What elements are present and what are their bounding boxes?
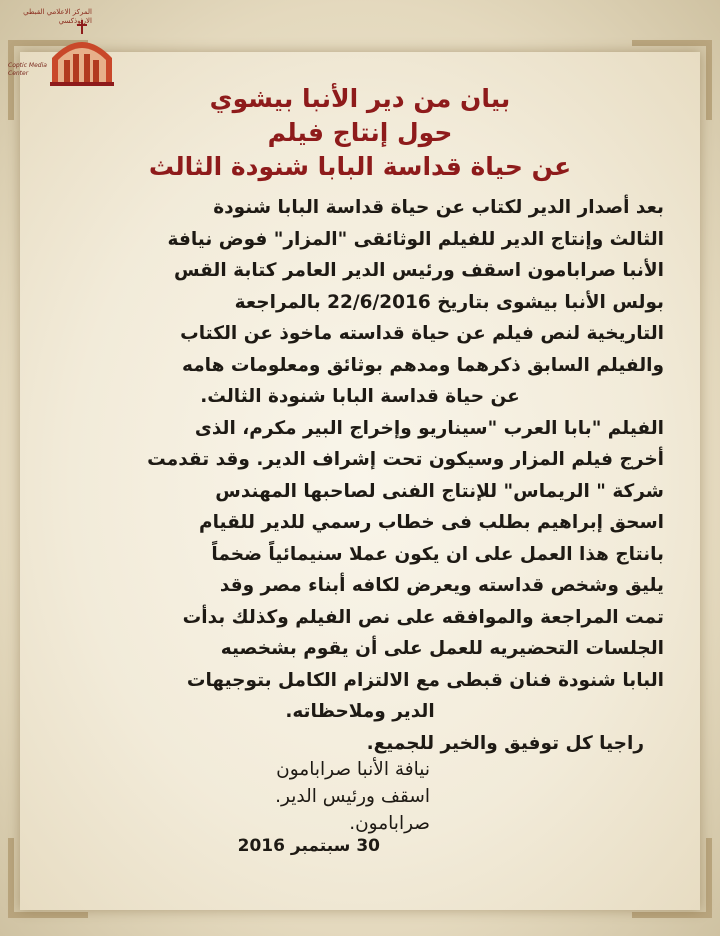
body-line: البابا شنودة فنان قبطى مع الالتزام الكامل بتوجيهات: [186, 669, 664, 691]
logo-arabic-text: المركز الاعلامي القبطي الارثوذكسي: [23, 8, 92, 25]
body-line: يليق وشخص قداسته ويعرض لكافه أبناء مصر وقد: [219, 575, 664, 596]
body-line: اسحق إبراهيم بطلب فى خطاب رسمي للدير للقيام: [199, 512, 664, 533]
body-line: الدير وملاحظاته.: [285, 701, 435, 722]
body-line: أخرج فيلم المزار وسيكون تحت إشراف الدير. وقد تقدمت: [147, 449, 664, 470]
signature-line: صرابامون.: [349, 813, 430, 834]
statement-body: [56, 192, 664, 728]
body-line: بعد أصدار الدير لكتاب عن حياة قداسة البابا شنودة: [213, 197, 664, 218]
body-line: عن حياة قداسة البابا شنودة الثالث.: [200, 386, 520, 407]
body-line: الأنبا صرابامون اسقف ورئيس الدير العامر كتابة القس: [173, 260, 664, 281]
body-line: تمت المراجعة والموافقه على نص الفيلم وكذلك بدأت: [182, 606, 664, 628]
body-line: بولس الأنبا بيشوى بتاريخ 22/6/2016 بالمراجعة: [234, 291, 664, 313]
body-line: والفيلم السابق ذكرهما ومدهم بوثائق ومعلومات هامه: [182, 354, 664, 376]
body-line: التاريخية لنص فيلم عن حياة قداسته ماخوذ عن الكتاب: [180, 323, 664, 344]
signature-block: [110, 756, 430, 837]
signature-line: اسقف ورئيس الدير.: [275, 786, 430, 807]
body-line: الثالث وإنتاج الدير للفيلم الوثائقى "المزار" فوض نيافة: [167, 228, 664, 250]
title-line-1: بيان من دير الأنبا بيشوي: [209, 84, 511, 113]
body-line: الفيلم "بابا العرب "سيناريو وإخراج البير مكرم، الذى: [194, 417, 664, 439]
body-line: شركة " الريماس" للإنتاج الفنى لصاحبها المهندس: [215, 480, 664, 502]
closing-line: راجيا كل توفيق والخير للجميع.: [366, 732, 644, 754]
body-line: الجلسات التحضيريه للعمل على أن يقوم بشخصيه: [220, 638, 664, 659]
statement-date: 30 سبتمبر 2016: [237, 836, 380, 856]
title-line-3: عن حياة قداسة البابا شنودة الثالث: [148, 152, 572, 181]
body-line: بانتاج هذا العمل على ان يكون عملا سنيمائياً ضخماً: [211, 543, 664, 565]
logo-english-text: Coptic Media Center: [8, 62, 47, 77]
title-line-2: حول إنتاج فيلم: [267, 118, 453, 147]
statement-content: [56, 82, 664, 759]
signature-line: نيافة الأنبا صرابامون: [276, 759, 430, 780]
